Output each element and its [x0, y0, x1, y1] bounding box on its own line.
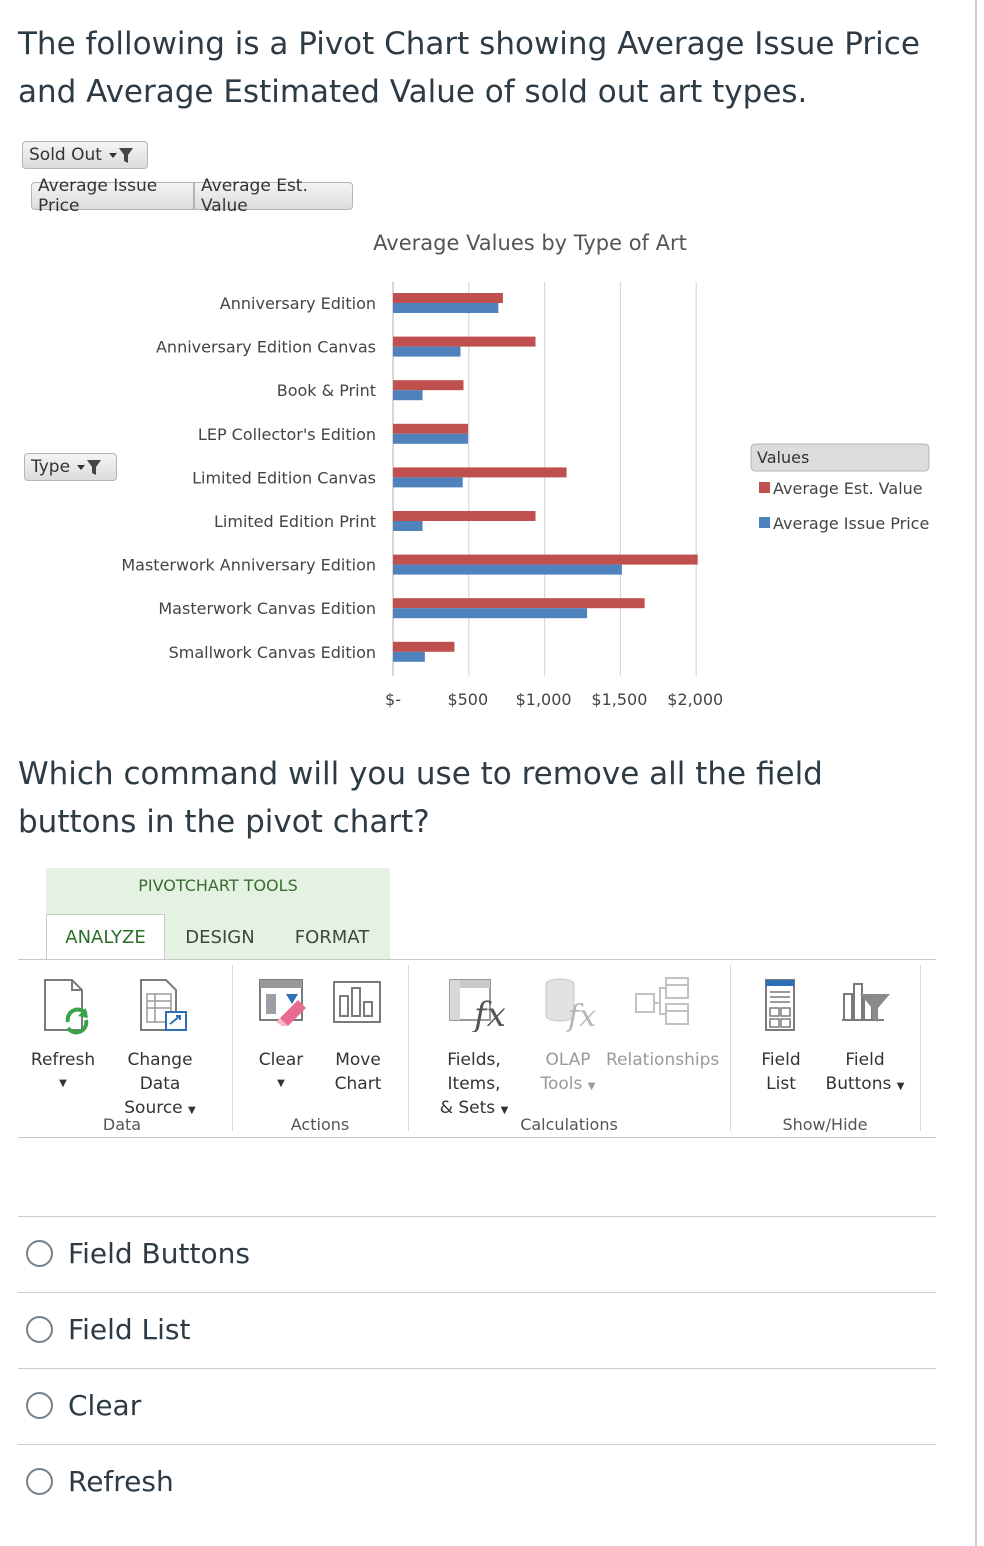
group-separator [408, 965, 409, 1131]
clear-dropdown-caret[interactable]: ▼ [277, 1078, 285, 1089]
refresh-button[interactable] [28, 1048, 98, 1096]
field-buttons-button[interactable] [824, 1048, 906, 1099]
change-data-source-button[interactable] [106, 1048, 214, 1123]
type-label: Type [31, 457, 71, 477]
field-list-icon[interactable] [764, 976, 798, 1037]
field-list-button[interactable] [752, 1048, 810, 1096]
olap-dropdown-caret[interactable]: ▼ [587, 1081, 596, 1092]
bar-avg-issue-price [393, 652, 425, 662]
category-label: Anniversary Edition [219, 294, 376, 313]
x-tick-label: $- [385, 690, 401, 709]
category-label: Book & Print [276, 381, 376, 401]
average-est-value-field-button[interactable] [194, 176, 353, 216]
move-chart-button[interactable] [326, 1048, 390, 1096]
fields-items-dropdown-caret[interactable]: ▼ [500, 1105, 509, 1116]
intro-text: The following is a Pivot Chart showing Average Issue Price and Average Estimated Value of sold out art types. [18, 26, 920, 110]
ribbon-bottom-border [18, 1137, 936, 1138]
group-label-data: Data [102, 1115, 142, 1134]
sold-out-filter-button[interactable] [22, 141, 148, 169]
x-tick-label: $2,000 [667, 690, 724, 709]
group-separator [920, 965, 921, 1131]
field-buttons-label-1: Field [845, 1050, 885, 1070]
answer-divider [18, 1368, 936, 1369]
relationships-label: Relationships [606, 1050, 720, 1070]
field-buttons-icon[interactable] [838, 976, 894, 1037]
bar-avg-est-value [393, 424, 468, 434]
answer-option-field-buttons[interactable] [26, 1233, 250, 1273]
answer-option-field-list[interactable] [26, 1309, 190, 1349]
fields-items-sets-button[interactable] [420, 1048, 528, 1123]
move-chart-label-1: Move [335, 1050, 381, 1070]
answer-label: Field Buttons [68, 1236, 250, 1270]
refresh-label: Refresh [30, 1050, 96, 1070]
group-label-actions: Actions [290, 1115, 350, 1134]
page-right-border [975, 0, 977, 1546]
radio-button[interactable] [26, 1392, 53, 1419]
bar-avg-issue-price [393, 390, 423, 400]
relationships-button[interactable] [606, 1048, 718, 1072]
change-data-label-2: Source [124, 1098, 183, 1118]
ribbon-top-border [18, 959, 936, 960]
average-issue-price-field-button[interactable] [31, 176, 194, 216]
category-label: Anniversary Edition Canvas [155, 337, 376, 357]
funnel-icon [108, 145, 134, 165]
change-data-source-icon[interactable] [138, 976, 190, 1043]
category-label: Masterwork Canvas Edition [158, 599, 376, 619]
pivot-chart [0, 220, 960, 720]
bar-avg-est-value [393, 293, 503, 303]
clear-button[interactable] [252, 1048, 310, 1096]
bar-avg-est-value [393, 337, 536, 347]
legend-label-est-value: Average Est. Value [773, 479, 923, 498]
relationships-icon[interactable] [634, 976, 692, 1037]
answer-label: Refresh [68, 1464, 174, 1498]
bar-avg-issue-price [393, 347, 460, 357]
group-separator [730, 965, 731, 1131]
bar-avg-est-value [393, 598, 645, 608]
move-chart-icon[interactable] [332, 976, 384, 1033]
bar-avg-issue-price [393, 434, 468, 444]
x-tick-label: $1,000 [515, 690, 572, 709]
radio-button[interactable] [26, 1240, 53, 1267]
bar-avg-est-value [393, 555, 698, 565]
radio-button[interactable] [26, 1316, 53, 1343]
category-label: LEP Collector's Edition [197, 424, 376, 444]
bar-avg-issue-price [393, 303, 498, 313]
bar-avg-est-value [393, 642, 454, 652]
answer-divider [18, 1444, 936, 1445]
category-label: Smallwork Canvas Edition [168, 642, 376, 662]
olap-label-1: OLAP [545, 1050, 591, 1070]
answer-option-refresh[interactable] [26, 1461, 174, 1501]
field-list-label-2: List [766, 1074, 796, 1094]
clear-eraser-icon[interactable] [258, 976, 308, 1033]
answer-label: Field List [68, 1312, 191, 1346]
bar-avg-est-value [393, 380, 463, 390]
tab-design[interactable]: DESIGN [185, 926, 255, 948]
clear-label: Clear [258, 1050, 304, 1070]
svg-text:fx: fx [568, 999, 597, 1032]
avg-est-value-button-label: Average Est. Value [201, 176, 308, 216]
tab-analyze[interactable]: ANALYZE [46, 914, 165, 960]
refresh-icon[interactable] [42, 976, 94, 1043]
refresh-dropdown-caret[interactable]: ▼ [59, 1078, 67, 1089]
fields-items-label-1: Fields, Items, [447, 1050, 501, 1094]
pivotchart-tools-label: PIVOTCHART TOOLS [138, 876, 298, 895]
x-tick-label: $500 [447, 690, 489, 709]
fields-items-label-2: & Sets [439, 1098, 496, 1118]
tab-format[interactable]: FORMAT [294, 926, 370, 948]
legend-label-issue-price: Average Issue Price [773, 514, 930, 533]
answer-option-clear[interactable] [26, 1385, 141, 1425]
answer-divider [18, 1216, 936, 1217]
x-tick-label: $1,500 [591, 690, 648, 709]
category-label: Masterwork Anniversary Edition [121, 555, 376, 575]
move-chart-label-2: Chart [334, 1074, 382, 1094]
avg-issue-price-button-label: Average Issue Price [38, 176, 158, 216]
field-buttons-label-2: Buttons [825, 1074, 892, 1094]
group-separator [232, 965, 233, 1131]
sold-out-label: Sold Out [29, 145, 102, 165]
svg-text:fx: fx [474, 995, 506, 1032]
group-label-show-hide: Show/Hide [782, 1115, 868, 1134]
answer-divider [18, 1292, 936, 1293]
field-buttons-dropdown-caret[interactable]: ▼ [896, 1081, 905, 1092]
bar-avg-est-value [393, 511, 536, 521]
bar-avg-issue-price [393, 608, 587, 618]
group-label-calculations: Calculations [520, 1115, 618, 1134]
legend-swatch-issue-price [759, 517, 770, 528]
change-data-dropdown-caret[interactable]: ▼ [188, 1105, 196, 1116]
fx-icon[interactable] [448, 976, 508, 1037]
olap-cylinder-icon[interactable] [544, 976, 602, 1037]
chart-title: Average Values by Type of Art [373, 231, 687, 255]
change-data-label-1: Change Data [127, 1050, 193, 1094]
bar-avg-issue-price [393, 565, 622, 575]
legend-header: Values [757, 448, 810, 467]
bar-avg-issue-price [393, 477, 463, 487]
legend-swatch-est-value [759, 482, 770, 493]
olap-tools-button[interactable] [536, 1048, 600, 1099]
olap-label-2: Tools [540, 1074, 583, 1094]
category-label: Limited Edition Print [214, 512, 376, 531]
answer-label: Clear [68, 1388, 142, 1422]
bar-avg-est-value [393, 467, 567, 477]
bar-avg-issue-price [393, 521, 423, 531]
chart-legend [751, 444, 929, 533]
category-label: Limited Edition Canvas [192, 468, 376, 488]
question-text: Which command will you use to remove all the field buttons in the pivot chart? [18, 756, 823, 840]
field-list-label-1: Field [761, 1050, 801, 1070]
radio-button[interactable] [26, 1468, 53, 1495]
